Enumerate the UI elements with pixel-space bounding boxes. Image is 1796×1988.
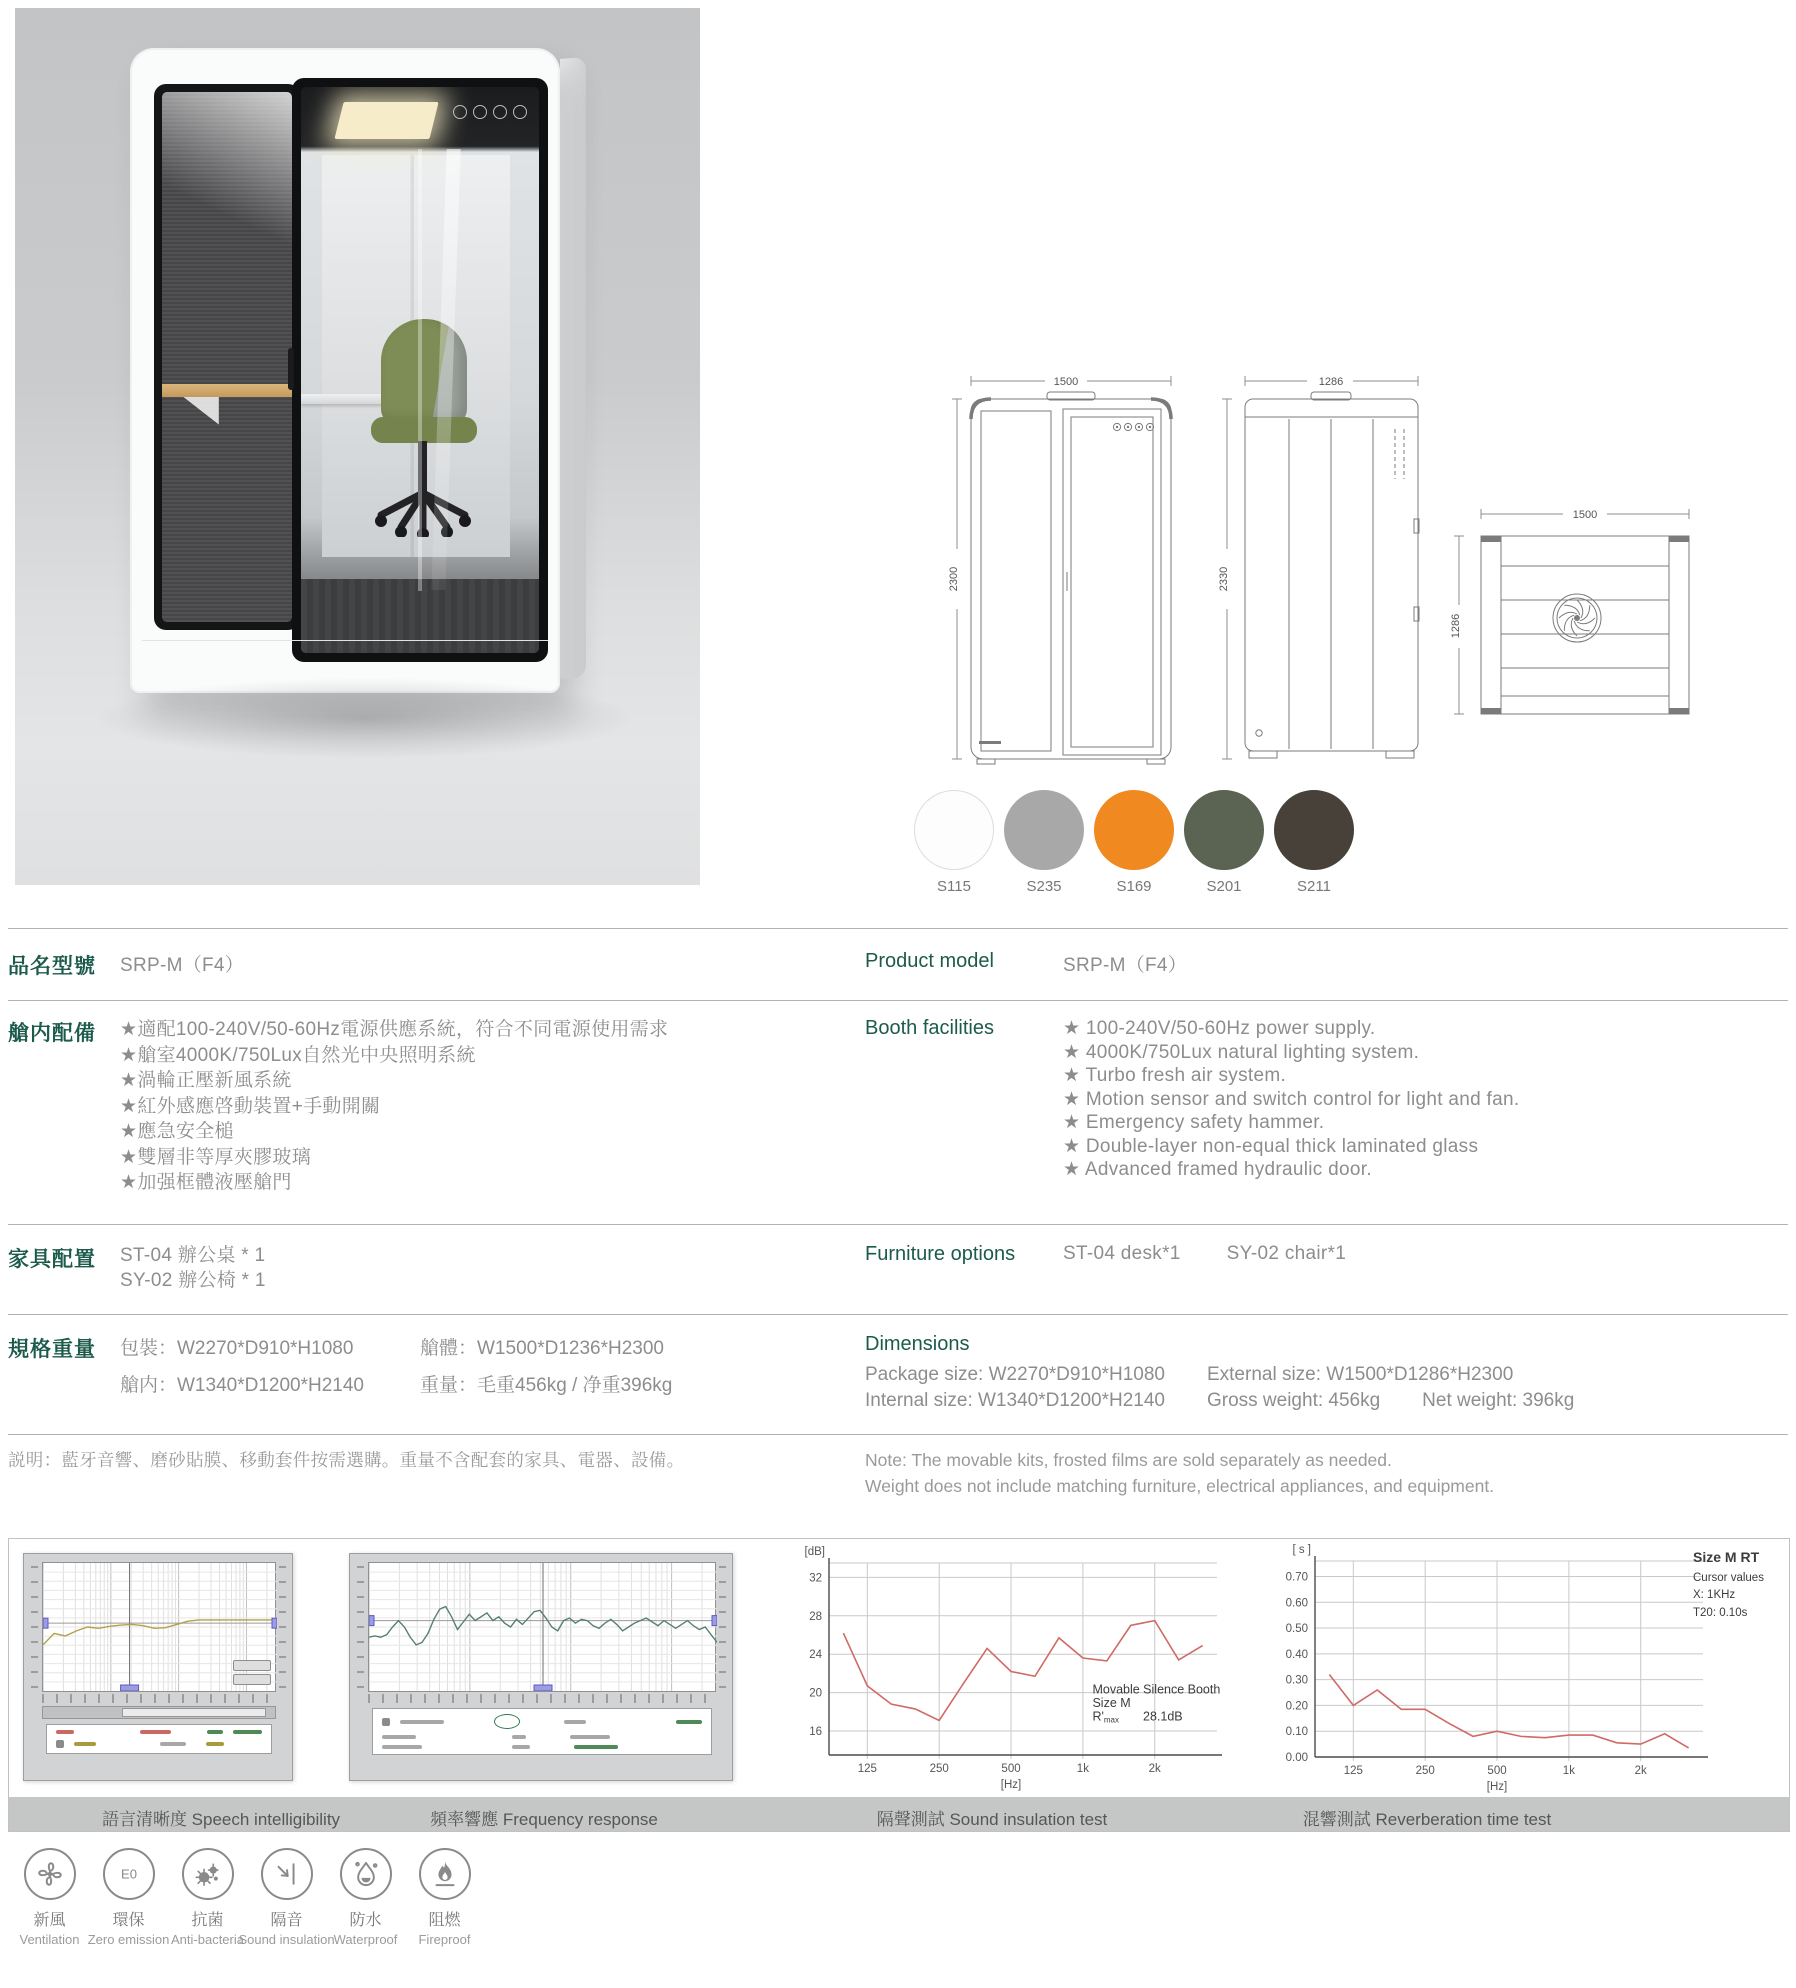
office-chair	[363, 319, 485, 545]
desk-top	[162, 384, 292, 397]
spec-item: Gross weight: 456kg	[1206, 1389, 1381, 1411]
spec-row-product	[8, 929, 1788, 1000]
color-swatch: S169	[1092, 790, 1176, 895]
speech-intelligibility-chart	[23, 1553, 293, 1781]
spec-row-note	[8, 1435, 1788, 1513]
furniture-label-en: Furniture options	[865, 1242, 1016, 1265]
spec-item: Package size: W2270*D910*H1080	[865, 1363, 1165, 1385]
feature-fireproof: 阻燃 Fireproof	[405, 1848, 484, 1947]
spec-item: 艙體：W1500*D1236*H2300	[420, 1337, 664, 1359]
spec-item: ★艙室4000K/750Lux自然光中央照明系統	[120, 1044, 476, 1066]
svg-text:0.00: 0.00	[1285, 1752, 1308, 1764]
bacteria-icon	[182, 1848, 234, 1900]
feature-ventilation: 新風 Ventilation	[10, 1848, 89, 1947]
feature-anti-bacteria: 抗菌 Anti-bacteria	[168, 1848, 247, 1947]
product-model-value-zh: SRP-M（F4）	[120, 955, 245, 976]
spec-item: ★ Emergency safety hammer.	[1063, 1112, 1325, 1133]
sound-insulation-chart	[787, 1545, 1227, 1797]
ceiling-light	[334, 102, 438, 139]
spec-item: ★ 100-240V/50-60Hz power supply.	[1063, 1018, 1376, 1039]
svg-text:0.70: 0.70	[1285, 1571, 1308, 1584]
spec-item: 艙内：W1340*D1200*H2140	[120, 1374, 364, 1396]
note-en: Note: The movable kits, frosted films are sold separately as needed. Weight does not include matching furniture, electrical appliances, and equipment.	[865, 1449, 1495, 1496]
color-swatch: S235	[1002, 790, 1086, 895]
dimensions-heading-en: Dimensions	[865, 1332, 970, 1355]
svg-text:500: 500	[1487, 1765, 1507, 1777]
waterproof-icon	[340, 1848, 392, 1900]
chart-caption: 混響測試 Reverberation time test	[1302, 1810, 1552, 1829]
spec-row-furniture	[8, 1225, 1788, 1314]
swatch-circle	[914, 790, 994, 870]
side-width-label: 1286	[1318, 376, 1344, 388]
booth-left-window	[154, 84, 300, 630]
chart-caption: 語言清晰度 Speech intelligibility	[101, 1810, 341, 1829]
product-model-label-zh: 品名型號	[8, 955, 96, 978]
spec-row-dimensions	[8, 1315, 1788, 1434]
svg-text:250: 250	[929, 1763, 949, 1775]
spec-table	[8, 928, 1788, 1513]
booth-facilities-list-en	[1063, 1017, 1519, 1182]
reverberation-legend: Size M RT Cursor values X: 1KHz T20: 0.10s	[1693, 1549, 1764, 1619]
front-width-label: 1500	[1053, 376, 1079, 388]
booth-front-face	[130, 48, 560, 693]
svg-text:[ s ]: [ s ]	[1292, 1544, 1311, 1556]
svg-text:32: 32	[809, 1572, 822, 1585]
chart-scrollbar	[42, 1706, 276, 1719]
spec-item: ★ Turbo fresh air system.	[1063, 1065, 1287, 1086]
spec-item: ST-04 辦公桌 * 1	[120, 1244, 266, 1266]
spec-item: ★渦輪正壓新風系統	[120, 1070, 292, 1091]
svg-text:0.40: 0.40	[1285, 1648, 1308, 1661]
svg-text:16: 16	[809, 1726, 822, 1738]
spec-item: External size: W1500*D1286*H2300	[1206, 1363, 1514, 1385]
svg-text:24: 24	[809, 1649, 822, 1662]
color-swatch: S211	[1272, 790, 1356, 895]
feature-waterproof: 防水 Waterproof	[326, 1848, 405, 1947]
swatch-circle	[1184, 790, 1264, 870]
fireproof-icon	[419, 1848, 471, 1900]
svg-text:Size M: Size M	[1092, 1696, 1131, 1710]
feature-zero-emission: E0 環保 Zero emission	[89, 1848, 168, 1947]
spec-item: ★ Double-layer non-equal thick laminated glass	[1063, 1135, 1479, 1157]
reverberation-chart	[1267, 1541, 1711, 1799]
swatch-circle	[1094, 790, 1174, 870]
svg-text:0.10: 0.10	[1285, 1726, 1308, 1739]
furniture-label-zh: 家具配置	[8, 1247, 96, 1271]
acoustic-charts-panel	[8, 1538, 1790, 1832]
dimension-drawings	[900, 285, 1796, 775]
note-zh: 説明：藍牙音響、磨砂貼膜、移動套件按需選購。重量不含配套的家具、電器、設備。	[8, 1449, 685, 1470]
svg-text:20: 20	[809, 1687, 822, 1700]
spec-item: ★加强框體液壓艙門	[120, 1172, 292, 1193]
booth-facilities-label-en: Booth facilities	[865, 1017, 994, 1039]
fan-icon	[1553, 594, 1601, 642]
spec-item: ★適配100-240V/50-60Hz電源供應系統，符合不同電源使用需求	[120, 1019, 669, 1040]
svg-text:0.20: 0.20	[1285, 1700, 1308, 1713]
dimensions-grid-zh	[120, 1333, 672, 1397]
product-model-label-en: Product model	[865, 950, 994, 972]
swatch-circle	[1004, 790, 1084, 870]
booth-facilities-list-zh	[120, 1017, 668, 1196]
frequency-response-chart	[349, 1553, 733, 1781]
dimensions-block-en	[865, 1333, 1574, 1412]
svg-text:0.50: 0.50	[1285, 1623, 1308, 1636]
dimensions-label-zh: 規格重量	[8, 1337, 96, 1361]
door-handle	[288, 348, 294, 390]
color-options	[912, 790, 1356, 895]
svg-text:R'max28.1dB: R'max 28.1dB	[1092, 1709, 1183, 1725]
chart-caption-strip	[9, 1797, 1789, 1831]
svg-text:2k: 2k	[1634, 1765, 1647, 1777]
booth-side-face	[560, 57, 586, 679]
spec-item: ★雙層非等厚夾膠玻璃	[120, 1146, 312, 1168]
svg-text:Movable Silence Booth: Movable Silence Booth	[1092, 1682, 1221, 1697]
spec-item: SY-02 chair*1	[1226, 1242, 1347, 1264]
booth-facilities-label-zh: 艙内配備	[8, 1022, 96, 1045]
floor-shadow	[85, 676, 645, 760]
svg-text:[Hz]: [Hz]	[1000, 1779, 1022, 1791]
furniture-list-zh	[120, 1243, 266, 1294]
booth-illustration	[130, 48, 560, 693]
top-depth-label: 1286	[1450, 613, 1462, 639]
spec-item: SY-02 辦公椅 * 1	[120, 1270, 266, 1291]
top-view-drawing	[1445, 500, 1695, 740]
svg-text:500: 500	[1001, 1763, 1021, 1775]
svg-text:0.30: 0.30	[1285, 1674, 1308, 1687]
spec-item: 包裝：W2270*D910*H1080	[120, 1337, 354, 1359]
svg-text:0.60: 0.60	[1285, 1597, 1308, 1610]
feature-icons-row	[10, 1848, 484, 1947]
top-width-label: 1500	[1572, 509, 1598, 521]
fan-icon	[24, 1848, 76, 1900]
spec-item: ★ 4000K/750Lux natural lighting system.	[1063, 1041, 1420, 1063]
e0-icon	[103, 1848, 155, 1900]
svg-text:E0: E0	[120, 1866, 137, 1882]
side-height-label: 2330	[1218, 566, 1230, 592]
color-swatch: S201	[1182, 790, 1266, 895]
chart-status-bar	[46, 1724, 272, 1754]
spec-item: ★紅外感應啓動裝置+手動開關	[120, 1095, 381, 1117]
svg-text:250: 250	[1415, 1765, 1435, 1777]
svg-text:2k: 2k	[1148, 1763, 1161, 1775]
spec-row-booth-facilities	[8, 1001, 1788, 1224]
swatch-circle	[1274, 790, 1354, 870]
chart-status-bar	[372, 1708, 712, 1755]
feature-sound-insulation: 隔音 Sound insulation	[247, 1848, 326, 1947]
svg-text:1k: 1k	[1562, 1765, 1575, 1777]
sound-insulation-icon	[261, 1848, 313, 1900]
svg-text:1k: 1k	[1076, 1763, 1089, 1775]
booth-control-icons	[453, 105, 527, 119]
chart-caption: 隔聲測試 Sound insulation test	[876, 1810, 1108, 1829]
spec-item: Net weight: 396kg	[1422, 1389, 1575, 1411]
desk-bracket	[183, 397, 219, 425]
side-view-drawing	[1215, 367, 1445, 767]
spec-item: ★ Advanced framed hydraulic door.	[1063, 1159, 1372, 1180]
product-model-value-en: SRP-M（F4）	[1063, 955, 1188, 976]
spec-item: 重量：毛重456kg / 净重396kg	[420, 1374, 673, 1396]
svg-text:125: 125	[1343, 1765, 1363, 1777]
svg-text:[dB]: [dB]	[804, 1546, 825, 1558]
product-photo	[15, 8, 700, 885]
booth-glass-door	[292, 78, 548, 662]
color-swatch: S115	[912, 790, 996, 895]
svg-text:125: 125	[857, 1763, 877, 1775]
spec-item: ★ Motion sensor and switch control for light and fan.	[1063, 1088, 1520, 1110]
front-height-label: 2300	[948, 566, 960, 592]
spec-item: Internal size: W1340*D1200*H2140	[865, 1389, 1165, 1411]
svg-text:28: 28	[809, 1610, 822, 1623]
spec-item: ★應急安全槌	[120, 1121, 234, 1142]
chart-buttons	[233, 1660, 271, 1685]
front-view-drawing	[945, 367, 1185, 767]
chart-caption: 頻率響應 Frequency response	[430, 1810, 658, 1829]
spec-item: ST-04 desk*1	[1063, 1242, 1181, 1264]
svg-text:[Hz]: [Hz]	[1486, 1781, 1508, 1793]
